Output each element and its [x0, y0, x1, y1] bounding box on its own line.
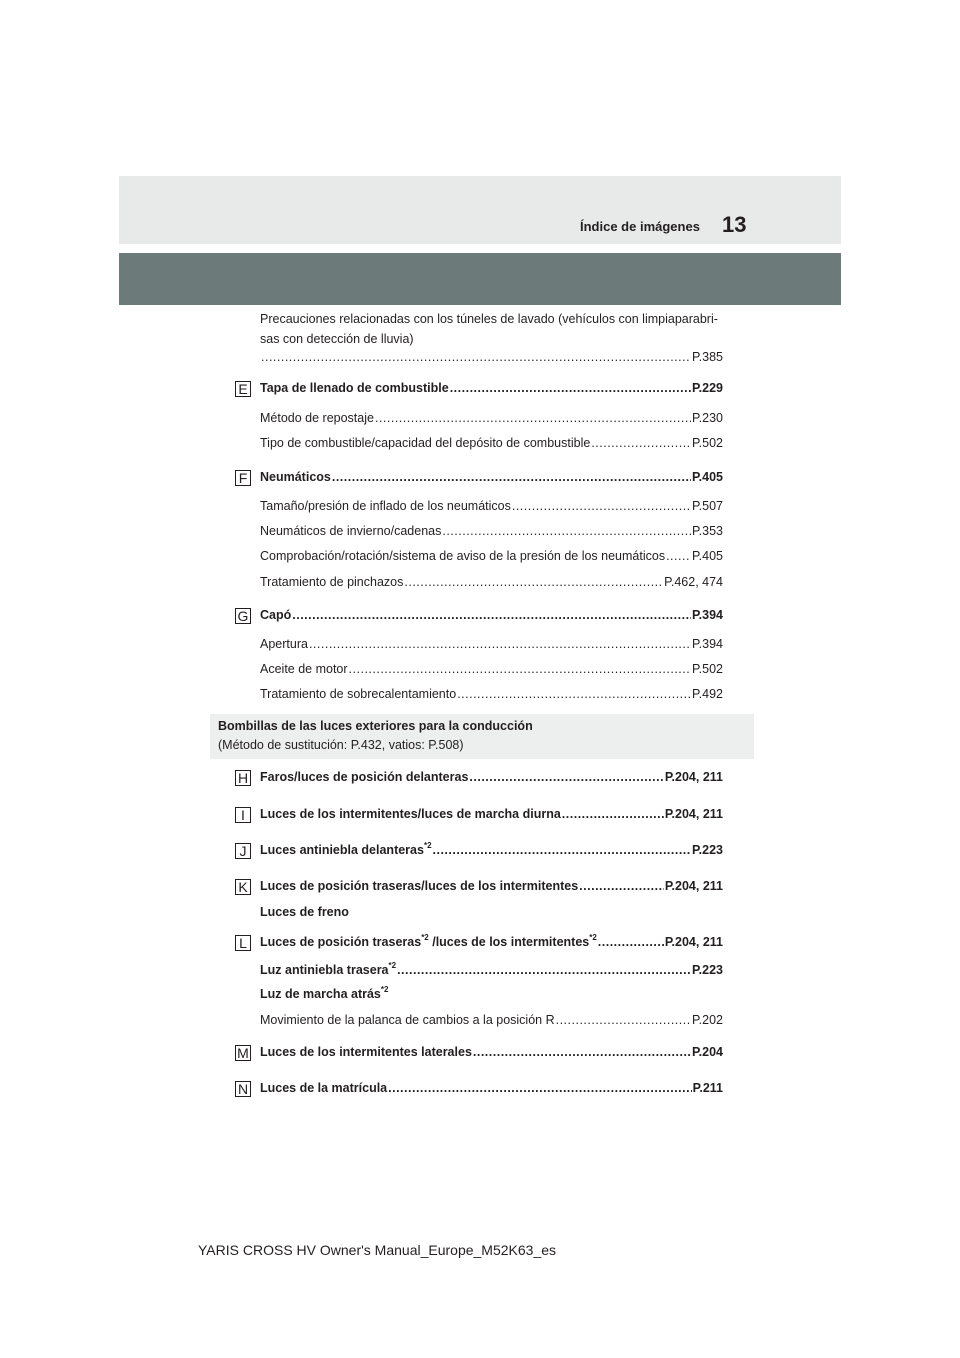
page-ref: P.204 — [691, 1045, 723, 1059]
entry-flat-tire[interactable] — [260, 575, 723, 590]
entry-rear-combination[interactable] — [260, 935, 723, 950]
callout-l: L — [235, 935, 251, 951]
entry-engine-oil[interactable] — [260, 662, 723, 677]
entry-text: Neumáticos de invierno/cadenas — [260, 524, 442, 538]
footnote-mark: *2 — [388, 961, 397, 970]
page-ref: P.385 — [691, 350, 723, 364]
car-wash-line1: Precauciones relacionadas con los túneles de lavado (vehículos con limpiaparabri- — [260, 312, 718, 326]
entry-title: Faros/luces de posición delanteras — [260, 770, 469, 784]
entry-side-turn-signals[interactable] — [260, 1045, 723, 1060]
page-ref: P.394 — [691, 608, 723, 622]
footer-manual-id: YARIS CROSS HV Owner's Manual_Europe_M52K63_es — [198, 1242, 557, 1258]
section-title: Índice de imágenes — [580, 219, 700, 234]
entry-text: Comprobación/rotación/sistema de aviso de la presión de los neumáticos — [260, 549, 666, 563]
bulbs-section-subtitle: (Método de sustitución: P.432, vatios: P.508) — [218, 738, 464, 752]
entry-title: Luces de la matrícula — [260, 1081, 388, 1095]
entry-text: Tamaño/presión de inflado de los neumáticos — [260, 499, 511, 513]
callout-j: J — [235, 843, 251, 859]
bulbs-section-title: Bombillas de las luces exteriores para la conducción — [218, 719, 533, 733]
page-ref: P.507 — [691, 499, 723, 513]
entry-rear-position[interactable] — [260, 879, 723, 894]
entry-tire-pressure[interactable] — [260, 499, 723, 514]
page-ref: P.462, 474 — [664, 575, 723, 589]
page-ref: P.204, 211 — [664, 879, 723, 893]
entry-rear-fog[interactable] — [260, 963, 723, 978]
callout-k: K — [235, 879, 251, 895]
page-ref: P.353 — [691, 524, 723, 538]
footnote-mark: *2 — [421, 933, 429, 942]
entry-shift-to-r[interactable] — [260, 1013, 723, 1028]
entry-front-turn-signals[interactable] — [260, 807, 723, 822]
page-number: 13 — [722, 212, 747, 237]
page-ref: P.223 — [691, 843, 723, 857]
header-band — [119, 253, 841, 305]
entry-text: Aceite de motor — [260, 662, 348, 676]
page-ref: P.394 — [691, 637, 723, 651]
entry-title: Luces antiniebla delanteras — [260, 843, 424, 857]
page-ref: P.502 — [691, 436, 723, 450]
entry-text: Tipo de combustible/capacidad del depósito de combustible — [260, 436, 591, 450]
entry-title: Luces de los intermitentes/luces de marcha diurna — [260, 807, 561, 821]
entry-refuel-method[interactable] — [260, 411, 723, 426]
callout-n: N — [235, 1081, 251, 1097]
entry-title: Luces de posición traseras/luces de los intermitentes — [260, 879, 579, 893]
entry-hood[interactable] — [260, 608, 723, 623]
entry-title: Neumáticos — [260, 470, 331, 484]
page-ref: P.230 — [691, 411, 723, 425]
entry-title: Tapa de llenado de combustible — [260, 381, 449, 395]
page-ref: P.405 — [691, 549, 723, 563]
entry-winter-tires[interactable] — [260, 524, 723, 539]
footnote-mark: *2 — [380, 985, 389, 994]
page-ref: P.204, 211 — [664, 935, 723, 949]
page-ref: P.229 — [691, 381, 723, 395]
page-ref: P.492 — [691, 687, 723, 701]
page-ref: P.502 — [691, 662, 723, 676]
entry-title-b: /luces de los intermitentes — [428, 935, 590, 949]
page-ref: P.202 — [691, 1013, 723, 1027]
car-wash-line2: sas con detección de lluvia) — [260, 332, 414, 346]
entry-headlights[interactable] — [260, 770, 723, 785]
page-ref: P.405 — [691, 470, 723, 484]
entry-brake-lights[interactable]: Luces de freno — [260, 905, 349, 919]
entry-title: Luz antiniebla trasera — [260, 963, 389, 977]
entry-title-a: Luces de posición traseras — [260, 935, 422, 949]
callout-f: F — [235, 470, 251, 486]
car-wash-ref[interactable] — [260, 350, 723, 365]
callout-m: M — [235, 1045, 251, 1061]
entry-text: Movimiento de la palanca de cambios a la posición R — [260, 1013, 555, 1027]
callout-e: E — [235, 381, 251, 397]
page-ref: P.223 — [691, 963, 723, 977]
entry-text: Método de repostaje — [260, 411, 374, 425]
page-ref: P.204, 211 — [664, 770, 723, 784]
entry-hood-opening[interactable] — [260, 637, 723, 652]
entry-tire-check[interactable] — [260, 549, 723, 564]
entry-title: Capó — [260, 608, 292, 622]
page-ref: P.211 — [692, 1081, 723, 1095]
entry-text: Apertura — [260, 637, 308, 651]
callout-g: G — [235, 608, 251, 624]
entry-text: Tratamiento de sobrecalentamiento — [260, 687, 457, 701]
entry-license-plate[interactable] — [260, 1081, 723, 1096]
entry-reverse-light[interactable] — [260, 987, 388, 1002]
entry-front-fog[interactable] — [260, 843, 723, 858]
entry-fuel-type[interactable] — [260, 436, 723, 451]
footnote-mark: *2 — [589, 933, 597, 942]
entry-text: Tratamiento de pinchazos — [260, 575, 404, 589]
entry-tires[interactable] — [260, 470, 723, 485]
entry-title: Luces de los intermitentes laterales — [260, 1045, 472, 1059]
entry-title: Luz de marcha atrás — [260, 987, 381, 1001]
page-ref: P.204, 211 — [664, 807, 723, 821]
callout-i: I — [235, 807, 251, 823]
footnote-mark: *2 — [423, 841, 432, 850]
entry-overheating[interactable] — [260, 687, 723, 702]
entry-fuel-filler[interactable] — [260, 381, 723, 396]
callout-h: H — [235, 770, 251, 786]
